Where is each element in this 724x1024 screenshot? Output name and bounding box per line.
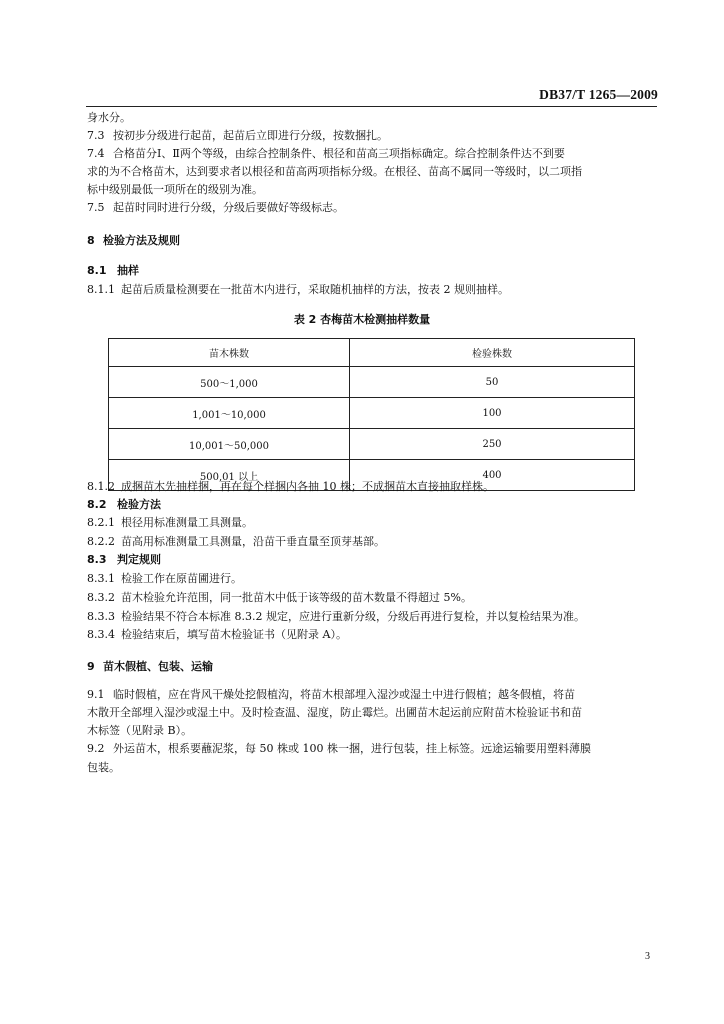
table-cell: 100	[350, 398, 635, 429]
table-row	[109, 429, 635, 460]
clause-number: 8.2.1	[87, 516, 115, 529]
clause-number: 7.5	[87, 201, 105, 214]
table-header-cell: 检验株数	[350, 339, 635, 367]
clause-9-1	[87, 688, 575, 702]
subsection-8-2-heading	[87, 498, 161, 512]
section-8-heading	[87, 234, 180, 248]
clause-9-1-line3: 木标签（见附录 B）。	[87, 724, 193, 737]
table-cell: 250	[350, 429, 635, 460]
clause-8-3-3	[87, 610, 585, 624]
table-cell: 500,01 以上	[109, 460, 350, 491]
section-9-heading	[87, 660, 213, 674]
clause-9-2	[87, 742, 591, 756]
clause-number: 8.3.2	[87, 591, 115, 604]
table-cell: 50	[350, 367, 635, 398]
clause-text: 检验结果不符合本标准 8.3.2 规定，应进行重新分级，分级后再进行复检，并以复检结果为准。	[121, 610, 585, 623]
clause-text: 苗高用标准测量工具测量，沿苗干垂直量至顶芽基部。	[121, 535, 385, 548]
section-title: 苗木假植、包装、运输	[103, 660, 213, 673]
clause-9-2-line2: 包装。	[87, 761, 120, 774]
subsection-title: 抽样	[117, 264, 139, 277]
clause-number: 9.2	[87, 742, 105, 755]
clause-8-3-1	[87, 572, 242, 586]
clause-number: 8.3.1	[87, 572, 115, 585]
subsection-8-3-heading	[87, 553, 161, 567]
clause-text: 苗木检验允许范围，同一批苗木中低于该等级的苗木数量不得超过 5%。	[121, 591, 472, 604]
section-number: 8	[87, 234, 95, 247]
clause-number: 8.1.1	[87, 283, 115, 296]
clause-8-2-1	[87, 516, 253, 530]
clause-7-4-line3: 标中级别最低一项所在的级别为准。	[87, 183, 263, 196]
clause-7-3	[87, 129, 388, 143]
clause-text: 起苗时同时进行分级，分级后要做好等级标志。	[113, 201, 344, 214]
clause-text: 临时假植，应在背风干燥处挖假植沟，将苗木根部埋入湿沙或湿土中进行假植；越冬假植，将苗	[113, 688, 575, 701]
clause-8-1-2	[87, 480, 494, 494]
paragraph-continuation: 身水分。	[87, 111, 131, 124]
subsection-title: 检验方法	[117, 498, 161, 511]
clause-8-2-2	[87, 535, 385, 549]
table-header-row	[109, 339, 635, 367]
clause-7-5	[87, 201, 344, 215]
table-header-cell: 苗木株数	[109, 339, 350, 367]
clause-number: 8.1.2	[87, 480, 115, 493]
clause-8-3-2	[87, 591, 472, 605]
clause-number: 8.2.2	[87, 535, 115, 548]
subsection-8-1-heading	[87, 264, 139, 278]
table-cell: 500～1,000	[109, 367, 350, 398]
clause-text: 成捆苗木先抽样捆，再在每个样捆内各抽 10 株；不成捆苗木直接抽取样株。	[121, 480, 494, 493]
clause-7-4	[87, 147, 565, 161]
clause-8-3-4	[87, 628, 347, 642]
clause-9-1-line2: 木散开全部埋入湿沙或湿土中。及时检查温、湿度，防止霉烂。出圃苗木起运前应附苗木检验证书和苗	[87, 706, 582, 719]
table-caption: 表 2 杏梅苗木检测抽样数量	[293, 313, 431, 326]
clause-8-1-1	[87, 283, 509, 297]
table-cell: 400	[350, 460, 635, 491]
section-number: 9	[87, 660, 95, 673]
table-cell: 1,001～10,000	[109, 398, 350, 429]
section-title: 检验方法及规则	[103, 234, 180, 247]
subsection-title: 判定规则	[117, 553, 161, 566]
page-number: 3	[645, 951, 650, 962]
subsection-number: 8.2	[87, 498, 107, 511]
clause-number: 8.3.3	[87, 610, 115, 623]
clause-text: 检验工作在原苗圃进行。	[121, 572, 242, 585]
clause-number: 8.3.4	[87, 628, 115, 641]
table-row	[109, 367, 635, 398]
table-row	[109, 398, 635, 429]
clause-text: 合格苗分Ⅰ、Ⅱ两个等级，由综合控制条件、根径和苗高三项指标确定。综合控制条件达不到要	[113, 147, 565, 160]
clause-text: 外运苗木，根系要蘸泥浆，每 50 株或 100 株一捆，进行包装，挂上标签。远途运输要用塑料薄膜	[113, 742, 591, 755]
subsection-number: 8.1	[87, 264, 107, 277]
clause-number: 7.3	[87, 129, 105, 142]
table-cell: 10,001～50,000	[109, 429, 350, 460]
clause-7-4-line2: 求的为不合格苗木，达到要求者以根径和苗高两项指标分级。在根径、苗高不属同一等级时，以二项指	[87, 165, 582, 178]
clause-text: 按初步分级进行起苗，起苗后立即进行分级，按数捆扎。	[113, 129, 388, 142]
clause-number: 7.4	[87, 147, 105, 160]
clause-text: 起苗后质量检测要在一批苗木内进行，采取随机抽样的方法，按表 2 规则抽样。	[121, 283, 509, 296]
sampling-table	[108, 338, 635, 491]
standard-code: DB37/T 1265—2009	[539, 87, 658, 102]
subsection-number: 8.3	[87, 553, 107, 566]
clause-text: 根径用标准测量工具测量。	[121, 516, 253, 529]
clause-text: 检验结束后，填写苗木检验证书（见附录 A）。	[121, 628, 347, 641]
clause-number: 9.1	[87, 688, 105, 701]
header-divider	[86, 106, 657, 107]
